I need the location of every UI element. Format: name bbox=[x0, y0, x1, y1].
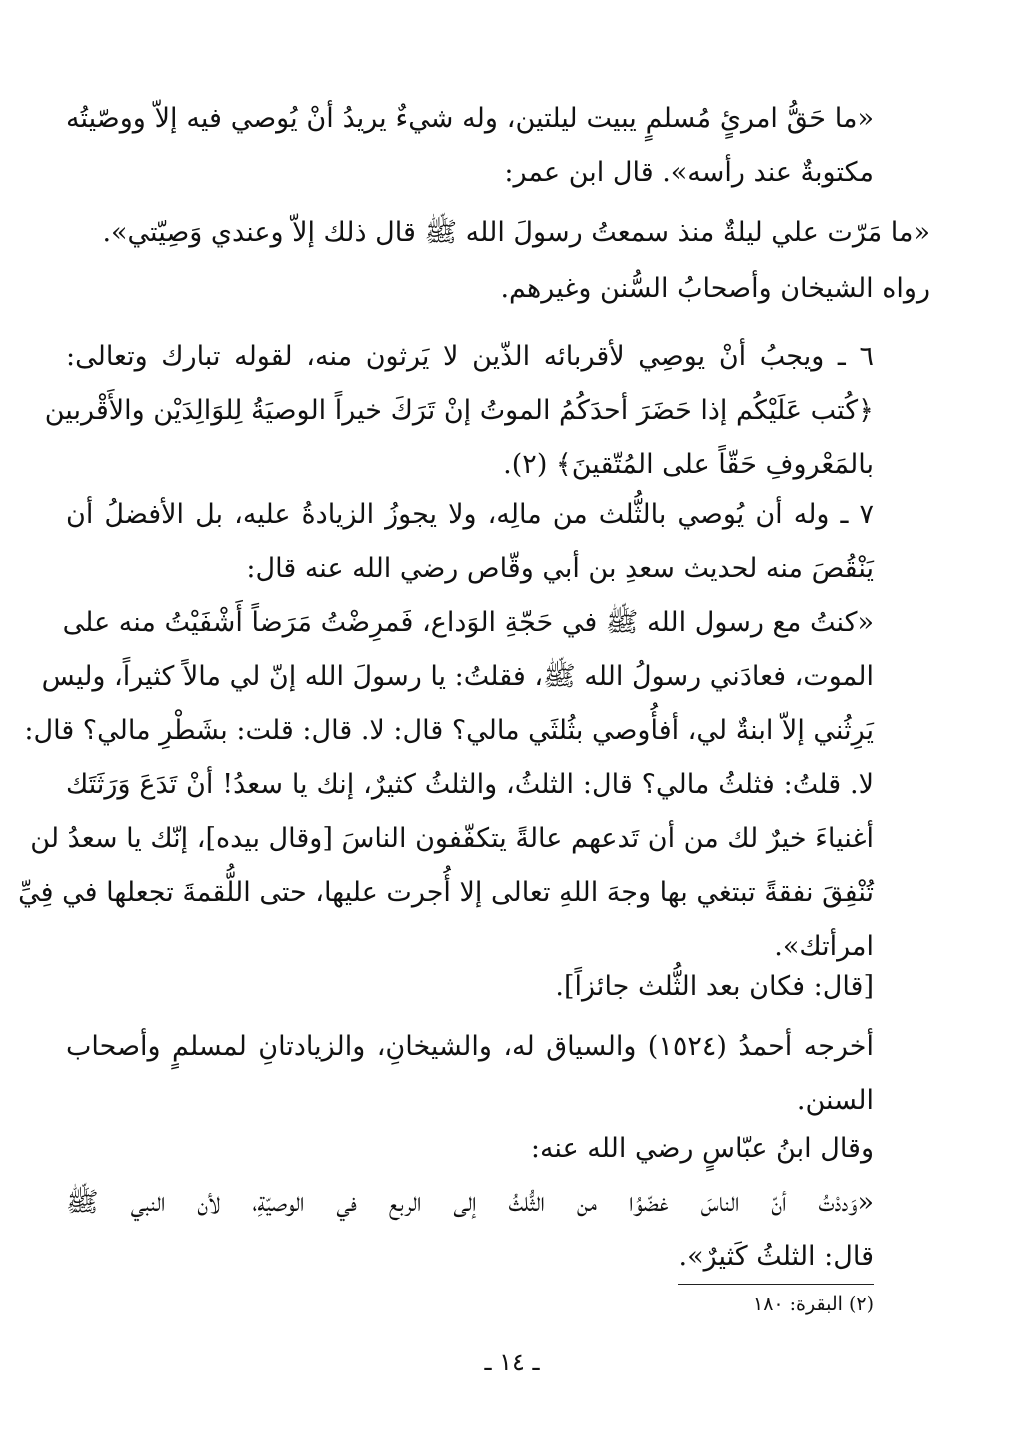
paragraph-source bbox=[66, 1020, 874, 1128]
paragraph-saad-hadith bbox=[18, 596, 874, 974]
text-line: أخرجه أحمدُ (١٥٢٤) والسياق له، والشيخانِ، والزيادتانِ لمسلمٍ وأصحاب bbox=[66, 1031, 875, 1062]
text-line: يَنْقُصَ منه لحديث سعدِ بن أبي وقّاص رضي الله عنه قال: bbox=[246, 553, 874, 584]
text-line: «كنتُ مع رسول الله ﷺ في حَجّةِ الوَداع، فَمرِضْتُ مَرَضاً أَشْفَيْتُ منه على bbox=[62, 607, 874, 638]
text-line: يَرِثُني إلاّ ابنةٌ لي، أفأُوصي بثُلثَي مالي؟ قال: لا. قال: قلت: بشَطْرِ مالي؟ قال: bbox=[24, 715, 874, 746]
text-line: وقال ابنُ عبّاسٍ رضي الله عنه: bbox=[530, 1133, 874, 1164]
footnote-divider bbox=[678, 1284, 874, 1285]
paragraph-bracket-note bbox=[66, 960, 874, 1014]
text-line: تُنْفِقَ نفقةً تبتغي بها وجهَ اللهِ تعالى إلا أُجرت عليها، حتى اللُّقمةَ تجعلها في فِيِّ bbox=[18, 877, 874, 908]
text-line: مكتوبةٌ عند رأسه». قال ابن عمر: bbox=[504, 157, 874, 188]
text-line: «ما حَقُّ امرئٍ مُسلمٍ يبيت ليلتين، وله شيءٌ يريدُ أنْ يُوصي فيه إلاّ ووصّيتُه bbox=[66, 103, 874, 134]
text-line: امرأتك». bbox=[774, 931, 874, 962]
text-line: [قال: فكان بعد الثُّلث جائزاً]. bbox=[555, 971, 874, 1002]
text-line: «وَددْتُ أنّ الناسَ غضّوُا من الثُّلثُ إلى الربع في الوصيّةِ، لأن النبي ﷺ bbox=[66, 1187, 874, 1218]
footnote: (٢) البقرة: ١٨٠ bbox=[752, 1293, 874, 1315]
page-number: ـ ١٤ ـ bbox=[484, 1348, 540, 1376]
paragraph-section-6 bbox=[44, 330, 874, 492]
paragraph-section-7 bbox=[66, 488, 874, 596]
text-line: لا. قلتُ: فثلثُ مالي؟ قال: الثلثُ، والثلثُ كثيرٌ، إنك يا سعدُ! أنْ تَدَعَ وَرَثَتَك bbox=[66, 769, 874, 800]
paragraph-ibn-abbas-quote bbox=[66, 1176, 874, 1284]
text-line: بالمَعْروفِ حَقّاً على المُتّقينَ﴾ (٢). bbox=[503, 449, 874, 480]
text-line: ﴿كُتب عَلَيْكُم إذا حَضَرَ أحدَكُمُ الموتُ إنْ تَرَكَ خيراً الوصيَةُ لِلوَالِدَيْن والأَقْربين bbox=[44, 395, 874, 426]
paragraph-ibn-abbas-intro bbox=[66, 1122, 874, 1176]
text-line: قال: الثلثُ كَثيرٌ». bbox=[678, 1241, 874, 1272]
text-line: السنن. bbox=[796, 1085, 874, 1116]
paragraph-ibn-umar-quote bbox=[66, 206, 930, 260]
text-line: الموت، فعادَني رسولُ الله ﷺ، فقلتُ: يا رسولَ الله إنّ لي مالاً كثيراً، وليس bbox=[41, 661, 874, 692]
text-line: أغنياءَ خيرٌ لك من أن تَدعهم عالةً يتكفّفون الناسَ [وقال بيده]، إنّك يا سعدُ لن bbox=[30, 823, 874, 854]
text-line: رواه الشيخان وأصحابُ السُّنن وغيرهم. bbox=[500, 273, 930, 304]
text-line: ٧ ـ وله أن يُوصي بالثُّلث من مالِه، ولا يجوزُ الزيادةُ عليه، بل الأفضلُ أن bbox=[66, 499, 874, 530]
text-line: ٦ ـ ويجبُ أنْ يوصِي لأقربائه الذّين لا يَرثون منه، لقوله تبارك وتعالى: bbox=[66, 341, 874, 372]
paragraph-hadith-will bbox=[66, 92, 874, 200]
text-line: «ما مَرّت علي ليلةٌ منذ سمعتُ رسولَ الله ﷺ قال ذلك إلاّ وعندي وَصِيّتي». bbox=[102, 217, 930, 248]
paragraph-narration bbox=[66, 262, 930, 316]
